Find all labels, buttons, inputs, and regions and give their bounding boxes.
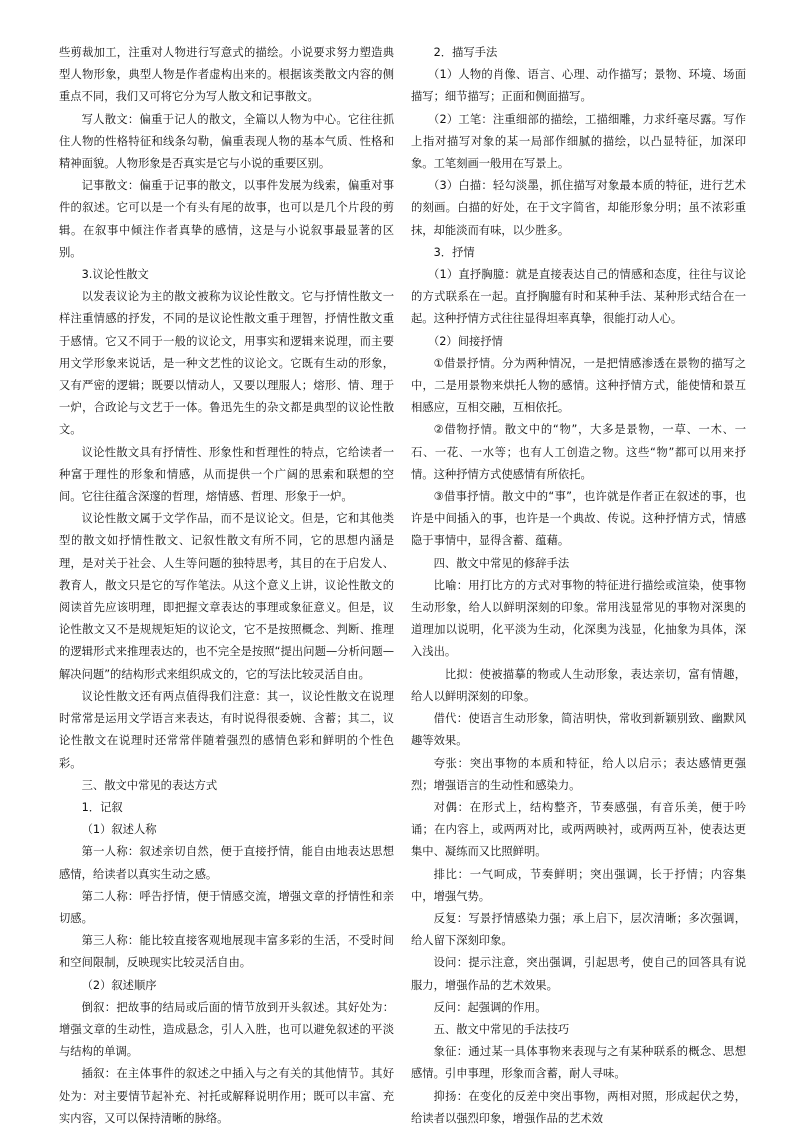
paragraph: 夸张：突出事物的本质和特征，给人以启示；表达感情更强烈；增强语言的生动性和感染力。 xyxy=(411,756,746,792)
paragraph: 议论性散文属于文学作品，而不是议论文。但是，它和其他类型的散文如抒情性散文、记叙性散文有所不同，它的思想内涵是理，是对关于社会、人生等问题的独特思考，其目的在于启发人、教育人，散文只是它的写作笔法。从这个意义上讲，议论性散文的阅读首先应该明理，即把握文章表达的事理或象征意义。但是，议论性散文又不是规规矩矩的议论文，它不是按照概念、判断、推理的逻辑形式来推理表达的，也不完全是按照“提出问题—分析问题—解决问题”的结构形式来组织成文的，它的写法比较灵活自由。 xyxy=(59,512,394,681)
paragraph: 对偶：在形式上，结构整齐，节奏感强，有音乐美，便于吟诵；在内容上，或两两对比，或两两映衬，或两两互补，使表达更集中、凝练而又比照鲜明。 xyxy=(411,800,746,859)
paragraph: 议论性散文具有抒情性、形象性和哲理性的特点，它给读者一种富于理性的形象和情感，从而提供一个广阔的思索和联想的空间。它往往蕴含深邃的哲理，熔情感、哲理、形象于一炉。 xyxy=(59,445,394,504)
section-heading: 1．记叙 xyxy=(81,800,123,814)
paragraph: （3）白描：轻勾淡墨，抓住描写对象最本质的特征，进行艺术的刻画。白描的好处，在于文字简省，却能形象分明；虽不浓彩重抹，却能淡而有味，以少胜多。 xyxy=(411,179,746,237)
paragraph: 以发表议论为主的散文被称为议论性散文。它与抒情性散文一样注重情感的抒发，不同的是议论性散文重于理智，抒情性散文重于感情。它又不同于一般的议论文，用事实和逻辑来说理，而主要用文学形象来说话，是一种文艺性的议论文。它既有生动的形象，又有严密的逻辑；既要以情动人，又要以理服人；熔形、情、理于一炉，合政论与文艺于一体。鲁迅先生的杂文都是典型的议论性散文。 xyxy=(59,290,394,437)
paragraph: 插叙：在主体事件的叙述之中插入与之有关的其他情节。其好处为：对主要情节起补充、衬托或解释说明作用；既可以丰富、充实内容，又可以保持清晰的脉络。 xyxy=(59,1067,394,1125)
section-heading: 四、散文中常见的修辞手法 xyxy=(433,556,570,570)
paragraph: 反问：起强调的作用。 xyxy=(433,1000,547,1014)
paragraph: 借代：使语言生动形象，简洁明快，常收到新颖别致、幽默风趣等效果。 xyxy=(411,712,746,748)
paragraph: 比喻：用打比方的方式对事物的特征进行描绘或渲染，使事物生动形象，给人以鲜明深刻的印象。常用浅显常见的事物对深奥的道理加以说明，化平淡为生动，化深奥为浅显，化抽象为具体，深入浅出。 xyxy=(411,578,746,659)
paragraph: ①借景抒情。分为两种情况，一是把情感渗透在景物的描写之中，二是用景物来烘托人物的感情。这种抒情方式，能使情和景互相感应，互相交融，互相依托。 xyxy=(411,356,746,415)
paragraph: 抑扬：在变化的反差中突出事物，两相对照，形成起伏之势，给读者以强烈印象，增强作品的艺术效 xyxy=(411,1089,746,1125)
section-heading: 3.议论性散文 xyxy=(81,268,149,282)
paragraph: 设问：提示注意，突出强调，引起思考，使自己的回答具有说服力，增强作品的艺术效果。 xyxy=(411,956,746,992)
right-column xyxy=(411,42,746,1130)
paragraph: 反复：写景抒情感染力强；承上启下，层次清晰；多次强调，给人留下深刻印象。 xyxy=(411,911,746,948)
paragraph: 写人散文：偏重于记人的散文，全篇以人物为中心。它往往抓住人物的性格特征和线条勾勒，偏重表现人物的基本气质、性格和精神面貌。人物形象是否真实是它与小说的重要区别。 xyxy=(59,112,394,171)
paragraph: （2）工笔：注重细部的描绘，工描细雕，力求纤毫尽露。写作上指对描写对象的某一局部作细腻的描绘，以凸显特征，加深印象。工笔刻画一般用在写景上。 xyxy=(411,112,746,171)
section-heading: 2．描写手法 xyxy=(433,46,498,59)
section-heading: （1）叙述人称 xyxy=(81,823,157,837)
paragraph: 第一人称：叙述亲切自然，便于直接抒情，能自由地表达思想感情，给读者以真实生动之感。 xyxy=(59,845,394,881)
paragraph: 排比：一气呵成，节奏鲜明；突出强调，长于抒情；内容集中，增强气势。 xyxy=(411,867,746,903)
paragraph: （1）人物的肖像、语言、心理、动作描写；景物、环境、场面描写；细节描写；正面和侧面描写。 xyxy=(411,68,746,104)
paragraph: 第三人称：能比较直接客观地展现丰富多彩的生活，不受时间和空间限制，反映现实比较灵活自由。 xyxy=(59,934,394,970)
paragraph: 比拟：使被描摹的物或人生动形象，表达亲切，富有情趣，给人以鲜明深刻的印象。 xyxy=(411,667,746,703)
paragraph: 些剪裁加工，注重对人物进行写意式的描绘。小说要求努力塑造典型人物形象，典型人物是作者虚构出来的。根据该类散文内容的侧重点不同，我们又可将它分为写人散文和记事散文。 xyxy=(59,46,394,104)
section-heading: 3．抒情 xyxy=(433,245,475,259)
paragraph: 倒叙：把故事的结局或后面的情节放到开头叙述。其好处为：增强文章的生动性，造成悬念，引人入胜，也可以避免叙述的平淡与结构的单调。 xyxy=(59,1000,394,1059)
paragraph: 第二人称：呼告抒情，便于情感交流，增强文章的抒情性和亲切感。 xyxy=(59,889,394,925)
paragraph: ②借物抒情。散文中的“物”，大多是景物，一草、一木、一石、一花、一水等；也有人工创造之物。这些“物”都可以用来抒情。这种抒情方式使感情有所依托。 xyxy=(411,423,746,481)
paragraph: 记事散文：偏重于记事的散文，以事件发展为线索，偏重对事件的叙述。它可以是一个有头有尾的故事，也可以是几个片段的剪辑。在叙事中倾注作者真挚的感情，这是与小说叙事最显著的区别。 xyxy=(59,179,394,259)
section-heading: 三、散文中常见的表达方式 xyxy=(81,778,218,792)
paragraph: 议论性散文还有两点值得我们注意：其一，议论性散文在说理时常常是运用文学语言来表达，有时说得很委婉、含蓄；其二，议论性散文在说理时还常常伴随着强烈的感情色彩和鲜明的个性色彩。 xyxy=(59,689,394,770)
paragraph: （1）直抒胸臆：就是直接表达自己的情感和态度，往往与议论的方式联系在一起。直抒胸臆有时和某种手法、某种形式结合在一起。这种抒情方式往往显得坦率真挚，很能打动人心。 xyxy=(411,268,746,326)
paragraph: 象征：通过某一具体事物来表现与之有某种联系的概念、思想感情。引申事理，形象而含蓄，耐人寻味。 xyxy=(411,1045,746,1081)
section-heading: （2）叙述顺序 xyxy=(81,978,157,992)
left-column xyxy=(59,42,394,1130)
section-heading: （2）间接抒情 xyxy=(427,334,503,348)
paragraph: ③借事抒情。散文中的“事”，也许就是作者正在叙述的事，也许是中间插入的事，也许是一个典故、传说。这种抒情方式，情感隐于事情中，显得含蓄、蕴藉。 xyxy=(411,490,746,548)
section-heading: 五、散文中常见的手法技巧 xyxy=(433,1022,570,1036)
